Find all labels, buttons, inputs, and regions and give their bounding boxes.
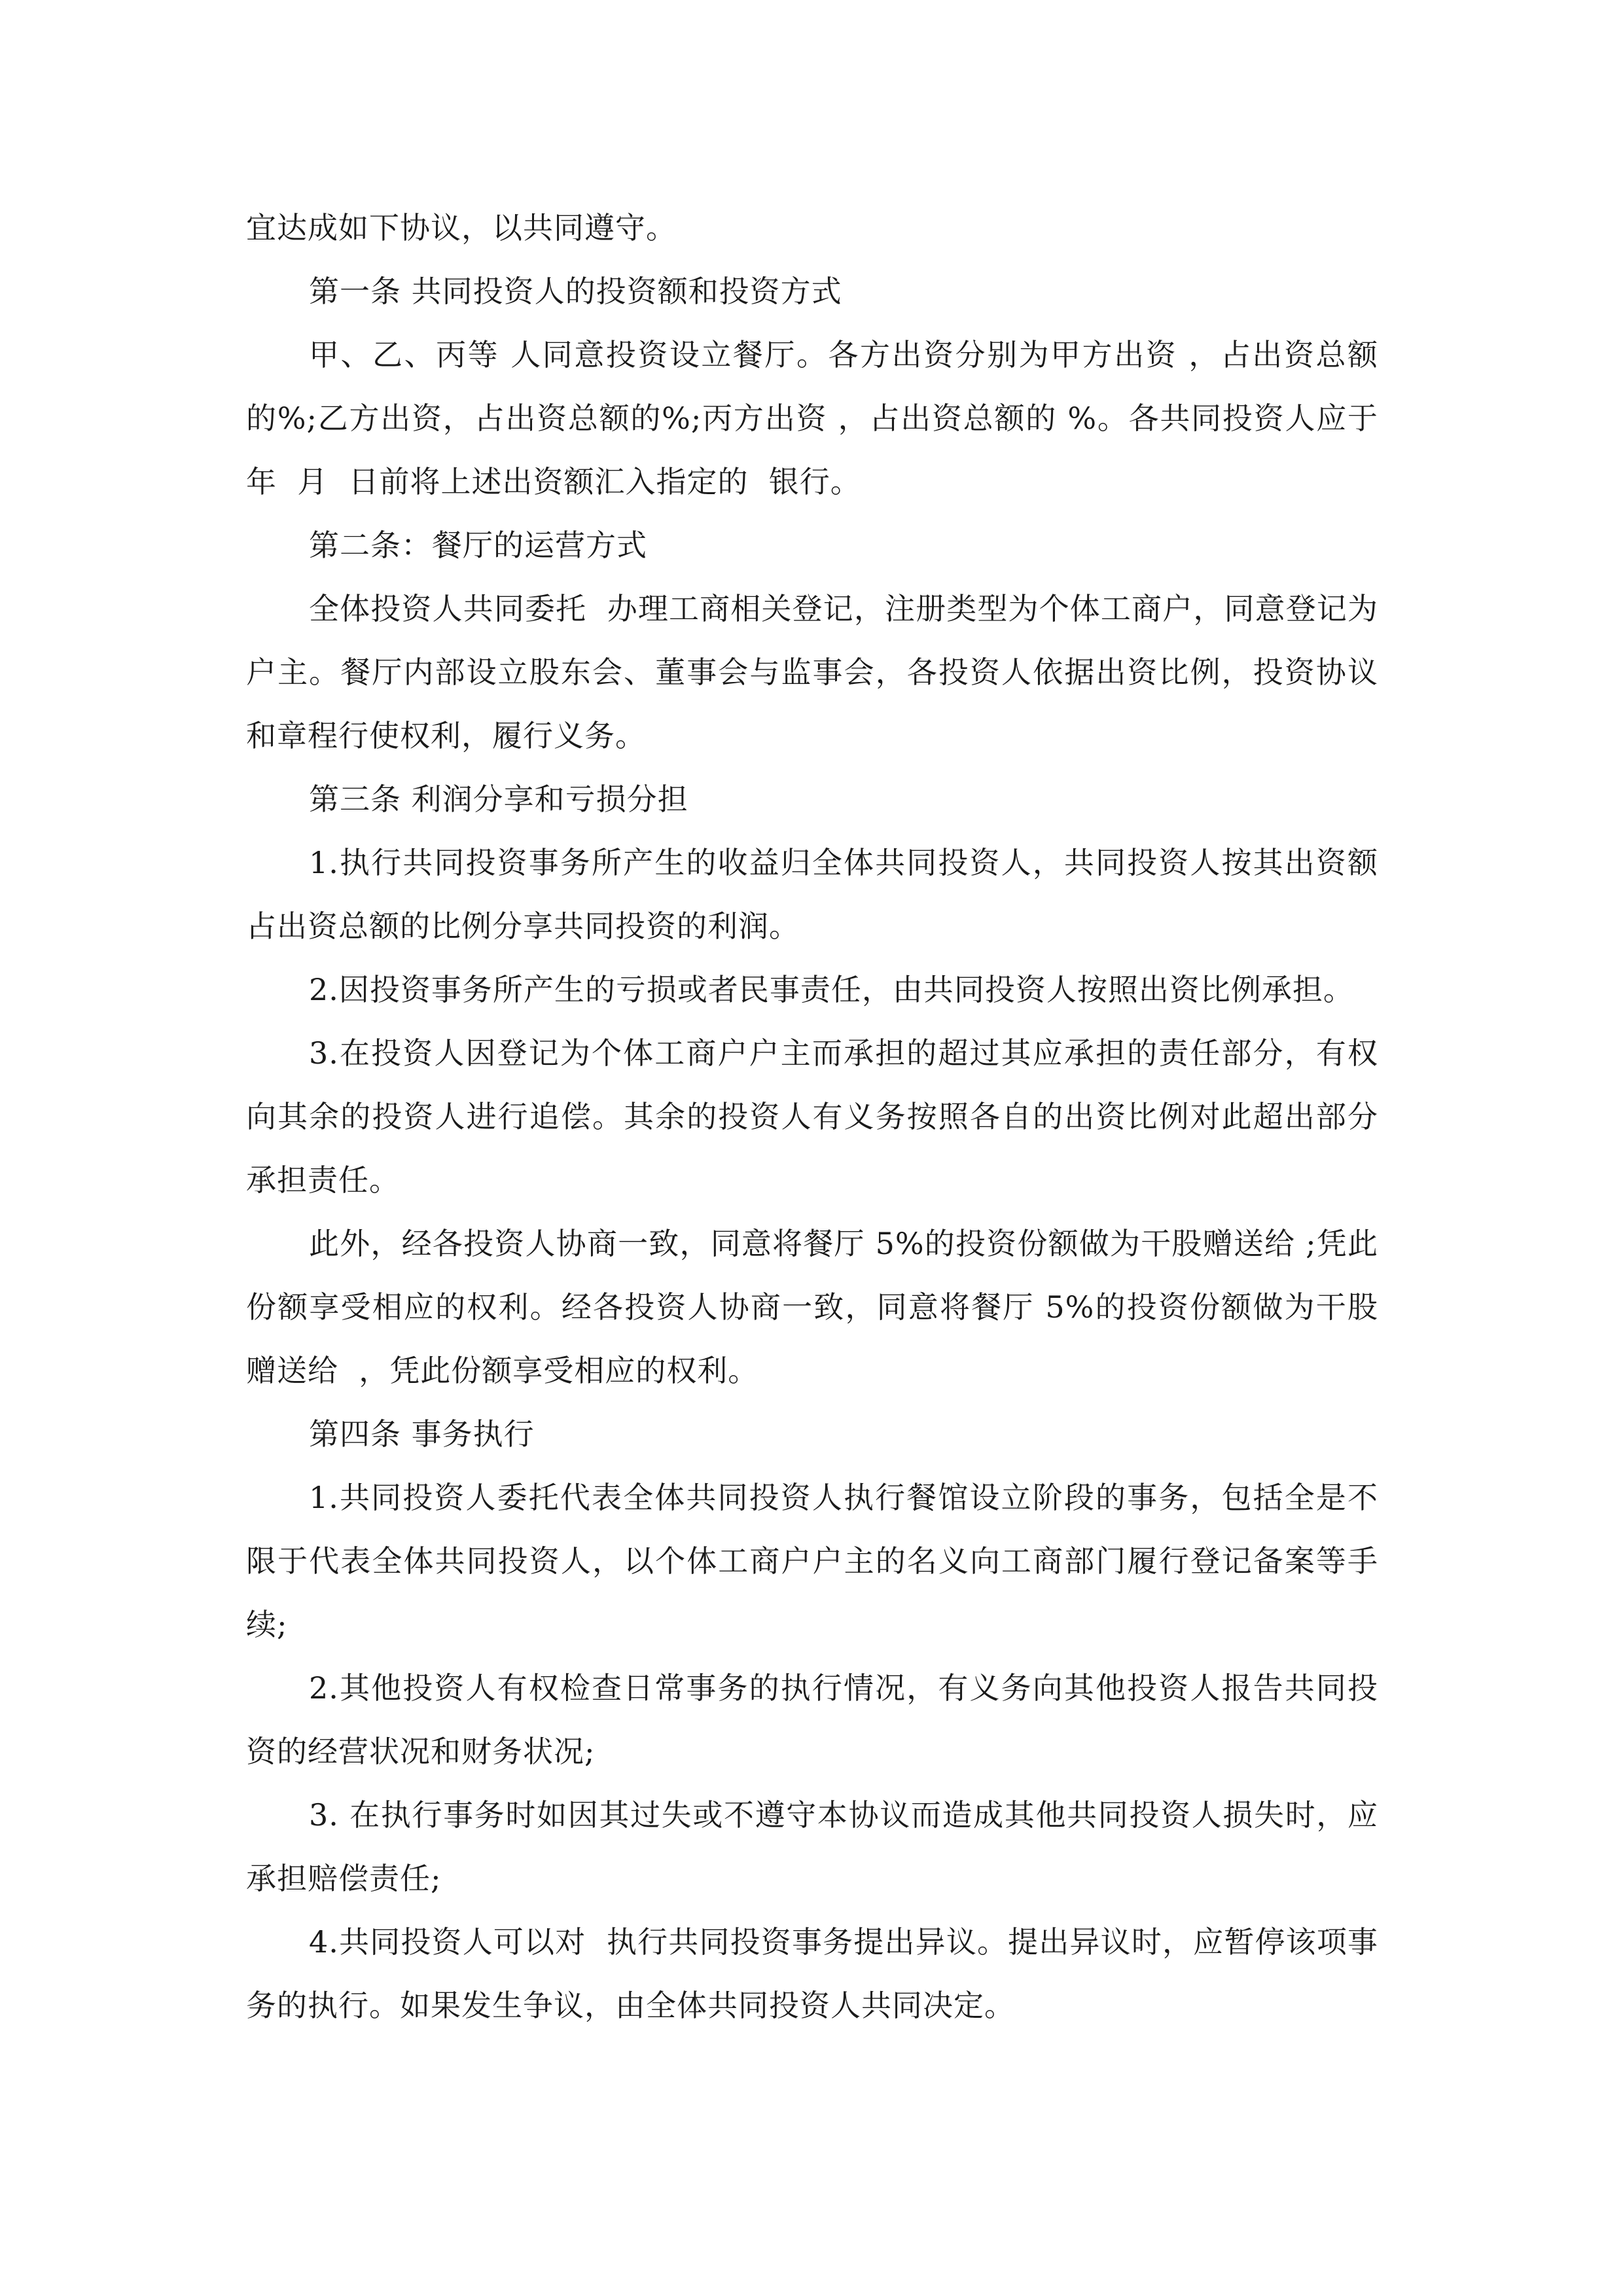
paragraph-preamble-end: 宜达成如下协议，以共同遵守。: [246, 210, 677, 245]
paragraph-article-3-item-1: 1.执行共同投资事务所产生的收益归全体共同投资人，共同投资人按其出资额占出资总额的比例分享共同投资的利润。: [246, 845, 1378, 944]
paragraph-article-4-item-4: 4.共同投资人可以对 执行共同投资事务提出异议。提出异议时，应暂停该项事务的执行。如果发生争议，由全体共同投资人共同决定。: [246, 1924, 1378, 2023]
paragraph-article-3-item-3: 3.在投资人因登记为个体工商户户主而承担的超过其应承担的责任部分，有权向其余的投资人进行追偿。其余的投资人有义务按照各自的出资比例对此超出部分承担责任。: [246, 1035, 1378, 1198]
heading-article-4: 第四条 事务执行: [309, 1416, 535, 1452]
heading-article-1: 第一条 共同投资人的投资额和投资方式: [309, 274, 842, 309]
paragraph-article-4-item-2: 2.其他投资人有权检查日常事务的执行情况，有义务向其他投资人报告共同投资的经营状况和财务状况;: [246, 1670, 1378, 1769]
document-body: [246, 196, 1399, 2037]
paragraph-article-2-body: 全体投资人共同委托 办理工商相关登记，注册类型为个体工商户，同意登记为户主。餐厅内部设立股东会、董事会与监事会，各投资人依据出资比例，投资协议和章程行使权利，履行义务。: [246, 591, 1378, 753]
paragraph-article-4-item-3: 3. 在执行事务时如因其过失或不遵守本协议而造成其他共同投资人损失时，应承担赔偿责任;: [246, 1797, 1378, 1896]
heading-article-2: 第二条：餐厅的运营方式: [309, 528, 647, 563]
paragraph-article-3-addendum: 此外，经各投资人协商一致，同意将餐厅 5%的投资份额做为干股赠送给 ;凭此份额享受相应的权利。经各投资人协商一致，同意将餐厅 5%的投资份额做为干股赠送给 ，凭此份额享受相应的权利。: [246, 1226, 1378, 1388]
paragraph-article-3-item-2: 2.因投资事务所产生的亏损或者民事责任，由共同投资人按照出资比例承担。: [309, 972, 1354, 1007]
heading-article-3: 第三条 利润分享和亏损分担: [309, 781, 688, 817]
paragraph-article-4-item-1: 1.共同投资人委托代表全体共同投资人执行餐馆设立阶段的事务，包括全是不限于代表全体共同投资人，以个体工商户户主的名义向工商部门履行登记备案等手续;: [246, 1480, 1378, 1642]
paragraph-article-1-body: 甲、乙、丙等 人同意投资设立餐厅。各方出资分别为甲方出资 ，占出资总额的%;乙方出资，占出资总额的%;丙方出资 ，占出资总额的 %。各共同投资人应于 年 月 日前将上述出资额汇入指定的 银行。: [246, 337, 1399, 499]
